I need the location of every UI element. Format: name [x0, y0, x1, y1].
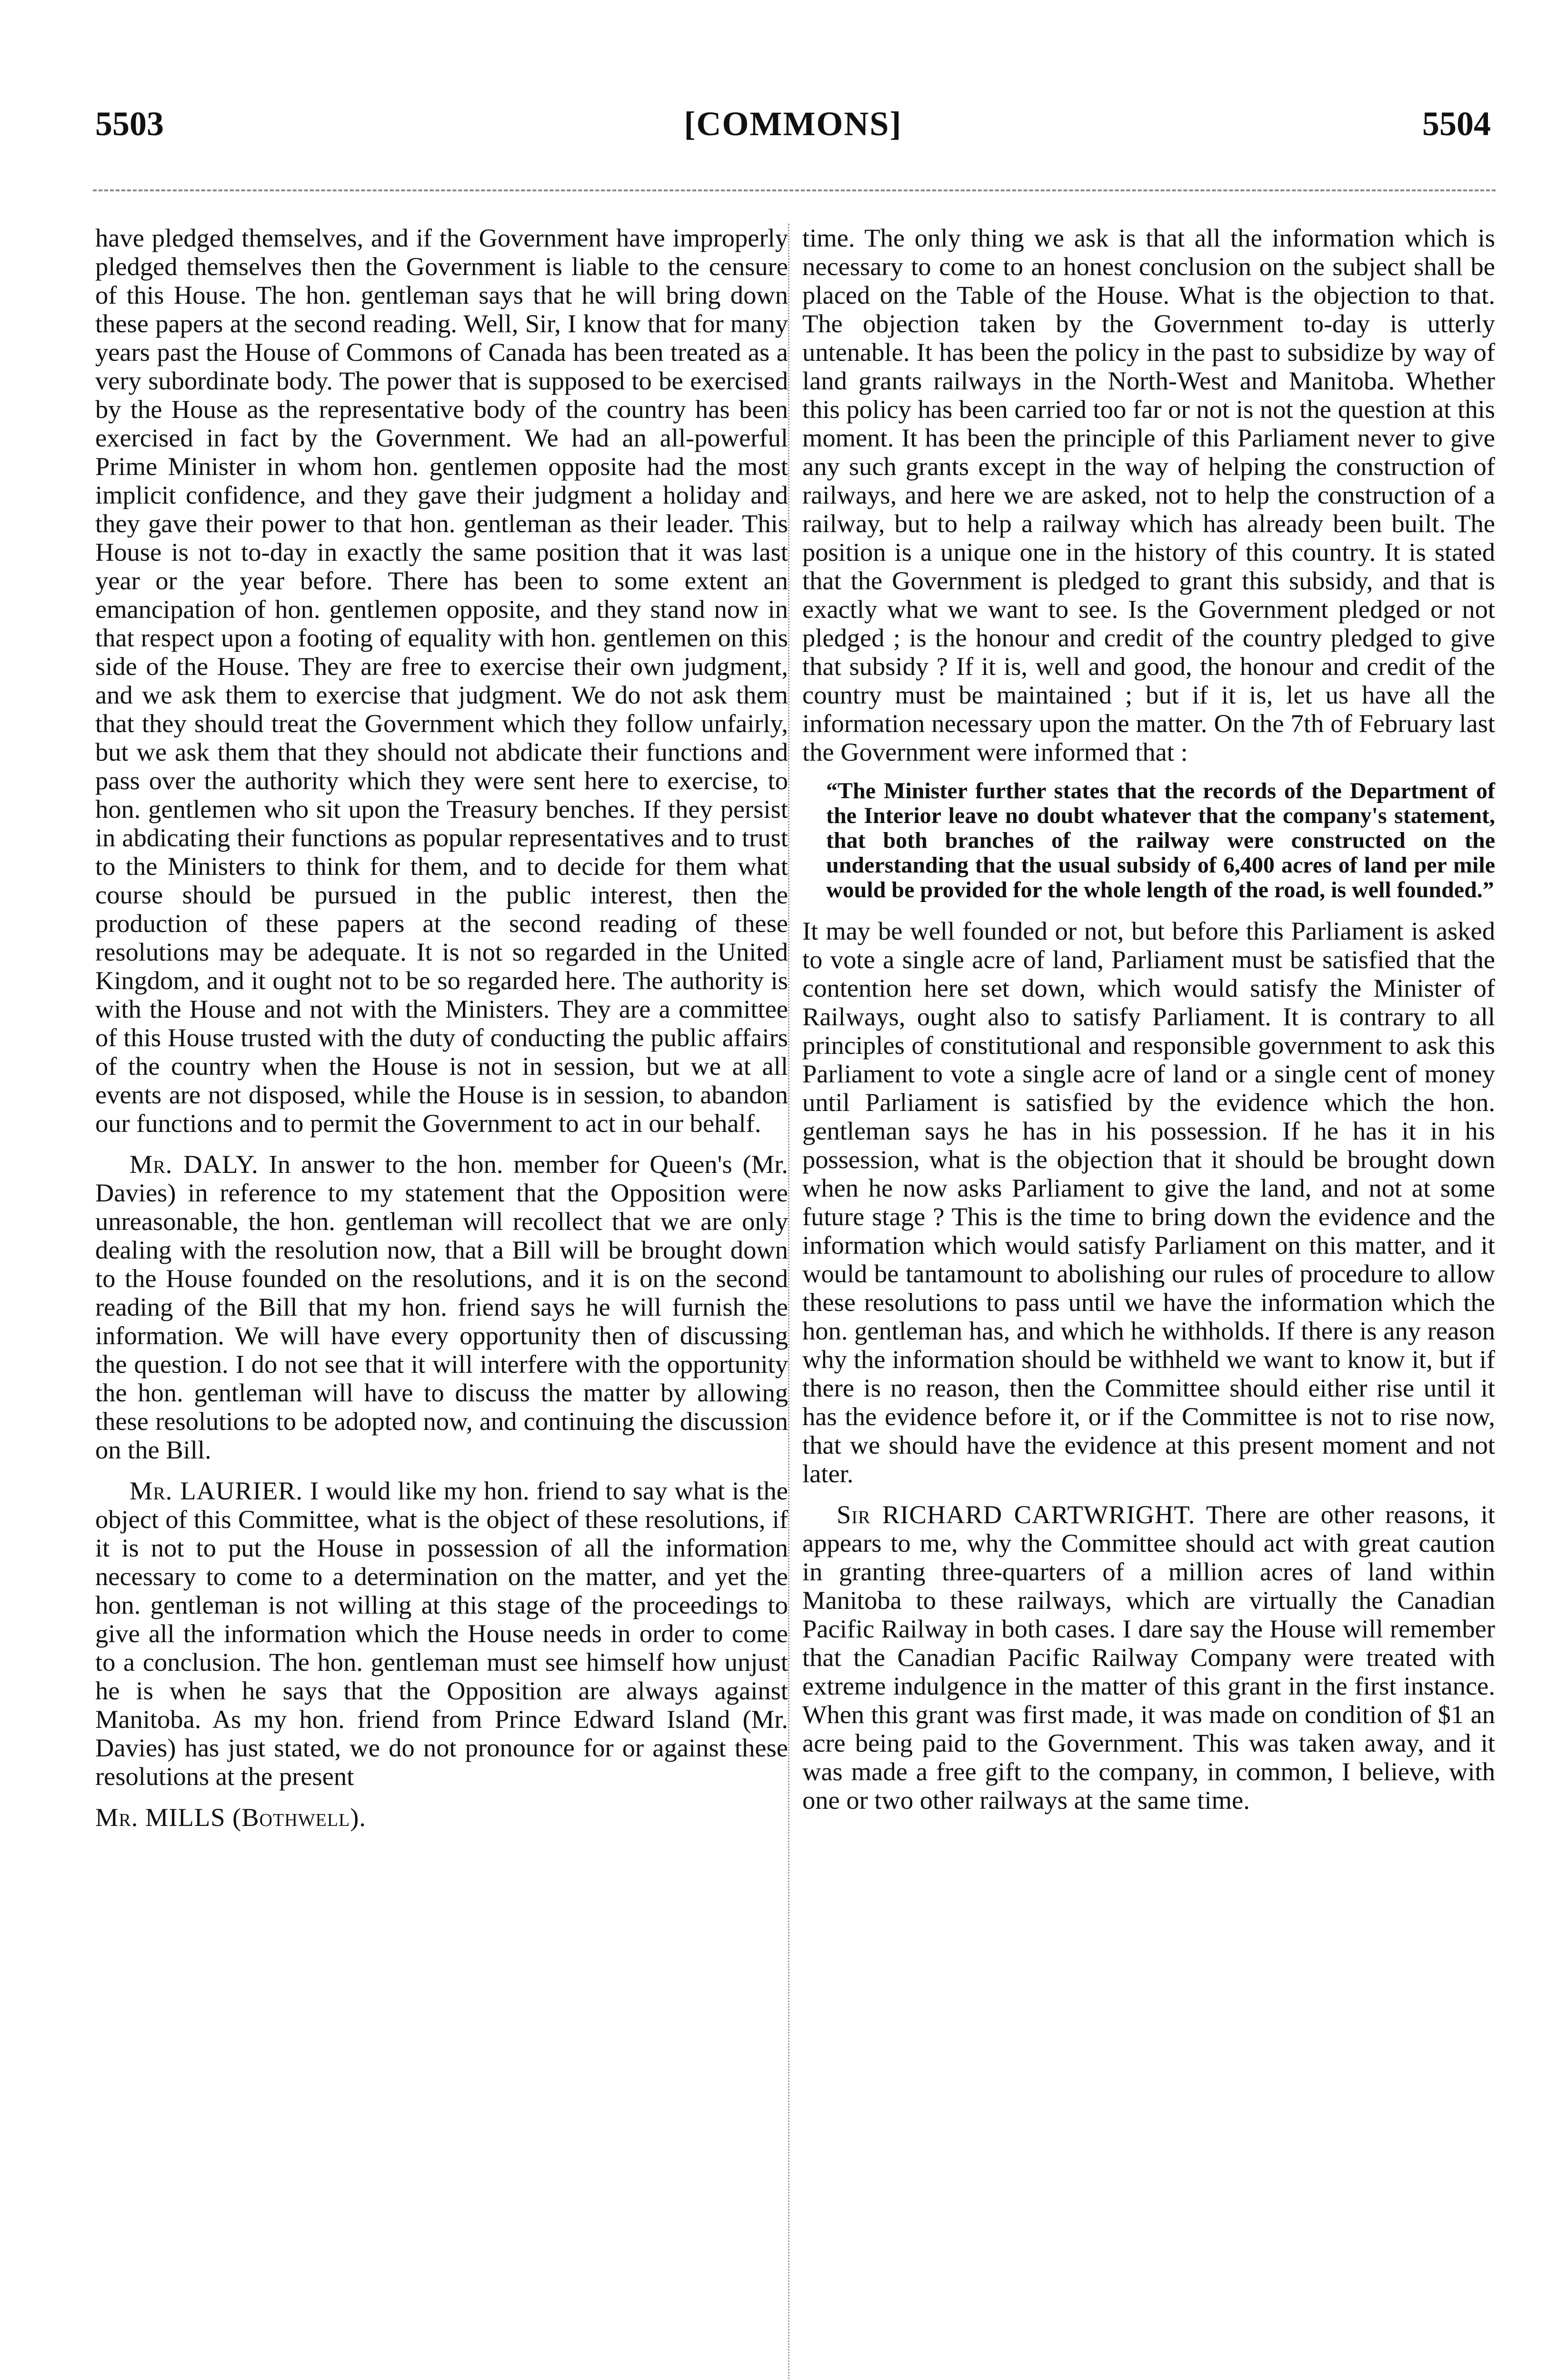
- speech-laurier: [95, 1477, 788, 1791]
- page-number-right: 5504: [1422, 105, 1491, 143]
- speaker-name: Sir RICHARD CARTWRIGHT.: [837, 1500, 1196, 1529]
- paragraph-continuation: have pledged themselves, and if the Government have improperly pledged themselves then the Government is liable to the censure of this House. The hon. gentleman says that he will bring down these papers at the second reading. Well, Sir, I know that for many years past the House of Commons of Canada has been treated as a very subordinate body. The power that is supposed to be exercised by the House as the representative body of the country has been exercised in fact by the Government. We had an all-powerful Prime Minister in whom hon. gentlemen opposite had the most implicit confidence, and they gave their judgment a holiday and they gave their power to that hon. gentleman as their leader. This House is not to-day in exactly the same position that it was last year or the year before. There has been to some extent an emancipation of hon. gentlemen opposite, and they stand now in that respect upon a footing of equality with hon. gentlemen on this side of the House. They are free to exercise their own judgment, and we ask them to exercise that judgment. We do not ask them that they should treat the Government which they follow unfairly, but we ask them that they should not abdicate their functions and pass over the authority which they were sent here to exercise, to hon. gentlemen who sit upon the Treasury benches. If they persist in abdicating their functions as popular representatives and to trust to the Ministers to think for them, and to decide for them what course should be pursued in the public interest, then the production of these papers at the second reading of these resolutions may be adequate. It is not so regarded in the United Kingdom, and it ought not to be so regarded here. The authority is with the House and not with the Ministers. They are a committee of this House trusted with the duty of conducting the public affairs of the country when the House is not in session, but we at all events are not disposed, while the House is in session, to abandon our functions and to permit the Government to act in our behalf.: [95, 223, 788, 1138]
- block-quote: “The Minister further states that the records of the Department of the Interior leave no doubt whatever that the company's statement, that both branches of the railway were constructed on the understanding that the usual subsidy of 6,400 acres of land per mile would be provided for the whole length of the road, is well founded.”: [826, 778, 1495, 902]
- speech-text: In answer to the hon. member for Queen's (Mr. Davies) in reference to my statement that the Opposition were unreasonable, the hon. gentleman will recollect that we are only dealing with the resolution now, that a Bill will be brought down to the House founded on the resolutions, and it is on the second reading of the Bill that my hon. friend says he will furnish the information. We will have every opportunity then of discussing the question. I do not see that it will interfere with the opportunity the hon. gentleman will have to discuss the matter by allowing these resolutions to be adopted now, and continuing the discussion on the Bill.: [95, 1150, 788, 1464]
- left-column: [95, 224, 788, 1844]
- page-title: [COMMONS]: [684, 105, 902, 143]
- speaker-name: Mr. DALY.: [130, 1150, 259, 1179]
- right-column: [802, 224, 1495, 1827]
- speech-daly: [95, 1150, 788, 1464]
- paragraph-continuation: time. The only thing we ask is that all the information which is necessary to come to an honest conclusion on the subject shall be placed on the Table of the House. What is the objection to that. The objection taken by the Government to-day is utterly untenable. It has been the policy in the past to subsidize by way of land grants railways in the North-West and Manitoba. Whether this policy has been carried too far or not is not the question at this moment. It has been the principle of this Parliament never to give any such grants except in the way of helping the construction of railways, and here we are asked, not to help the construction of a railway, but to help a railway which has already been built. The position is a unique one in the history of this country. It is stated that the Government is pledged to grant this subsidy, and that is exactly what we want to see. Is the Government pledged or not pledged ; is the honour and credit of the country pledged to give that subsidy ? If it is, well and good, the honour and credit of the country must be maintained ; but if it is, let us have all the information necessary upon the matter. On the 7th of February last the Government were informed that :: [802, 223, 1495, 766]
- page-number-left: 5503: [95, 105, 164, 143]
- paragraph: It may be well founded or not, but before this Parliament is asked to vote a single acre of land, Parliament must be satisfied that the contention here set down, which would satisfy the Minister of Railways, ought also to satisfy Parliament. It is contrary to all principles of constitutional and responsible government to ask this Parliament to vote a single acre of land or a single cent of money until Parliament is satisfied by the evidence which the hon. gentleman says he has in his possession. If he has it in his possession, what is the objection that it should be brought down when he now asks Parliament to give the land, and not at some future stage ? This is the time to bring down the evidence and the information which would satisfy Parliament on this matter, and it would be tantamount to abolishing our rules of procedure to allow these resolutions to pass until we have the information which the hon. gentleman has, and which he withholds. If there is any reason why the information should be withheld we want to know it, but if there is no reason, then the Committee should either rise until it has the evidence before it, or if the Committee is not to rise now, that we should have the evidence at this present moment and not later.: [802, 916, 1495, 1488]
- page-trailer: Mr. MILLS (Bothwell).: [95, 1803, 367, 1832]
- column-divider: [788, 224, 789, 2380]
- header-rule: [93, 189, 1496, 191]
- page-header: [95, 98, 1491, 150]
- speech-text: There are other reasons, it appears to me, why the Committee should act with great caution in granting three-quarters of a million acres of land within Manitoba to these railways, which are virtually the Canadian Pacific Railway in both cases. I dare say the House will remember that the Canadian Pacific Railway Company were treated with extreme indulgence in the matter of this grant in the first instance. When this grant was first made, it was made on condition of $1 an acre being paid to the Government. This was taken away, and it was made a free gift to the company, in common, I believe, with one or two other railways at the same time.: [802, 1500, 1496, 1815]
- speech-text: I would like my hon. friend to say what is the object of this Committee, what is the object of these resolutions, if it is not to put the House in possession of all the information necessary to come to a determination on the matter, and yet the hon. gentleman is not willing at this stage of the proceedings to give all the information which the House needs in order to come to a conclusion. The hon. gentleman must see himself how unjust he is when he says that the Opposition are always against Manitoba. As my hon. friend from Prince Edward Island (Mr. Davies) has just stated, we do not pronounce for or against these resolutions at the present: [95, 1476, 788, 1791]
- speaker-name: Mr. LAURIER.: [130, 1476, 303, 1505]
- speech-cartwright: [802, 1500, 1495, 1815]
